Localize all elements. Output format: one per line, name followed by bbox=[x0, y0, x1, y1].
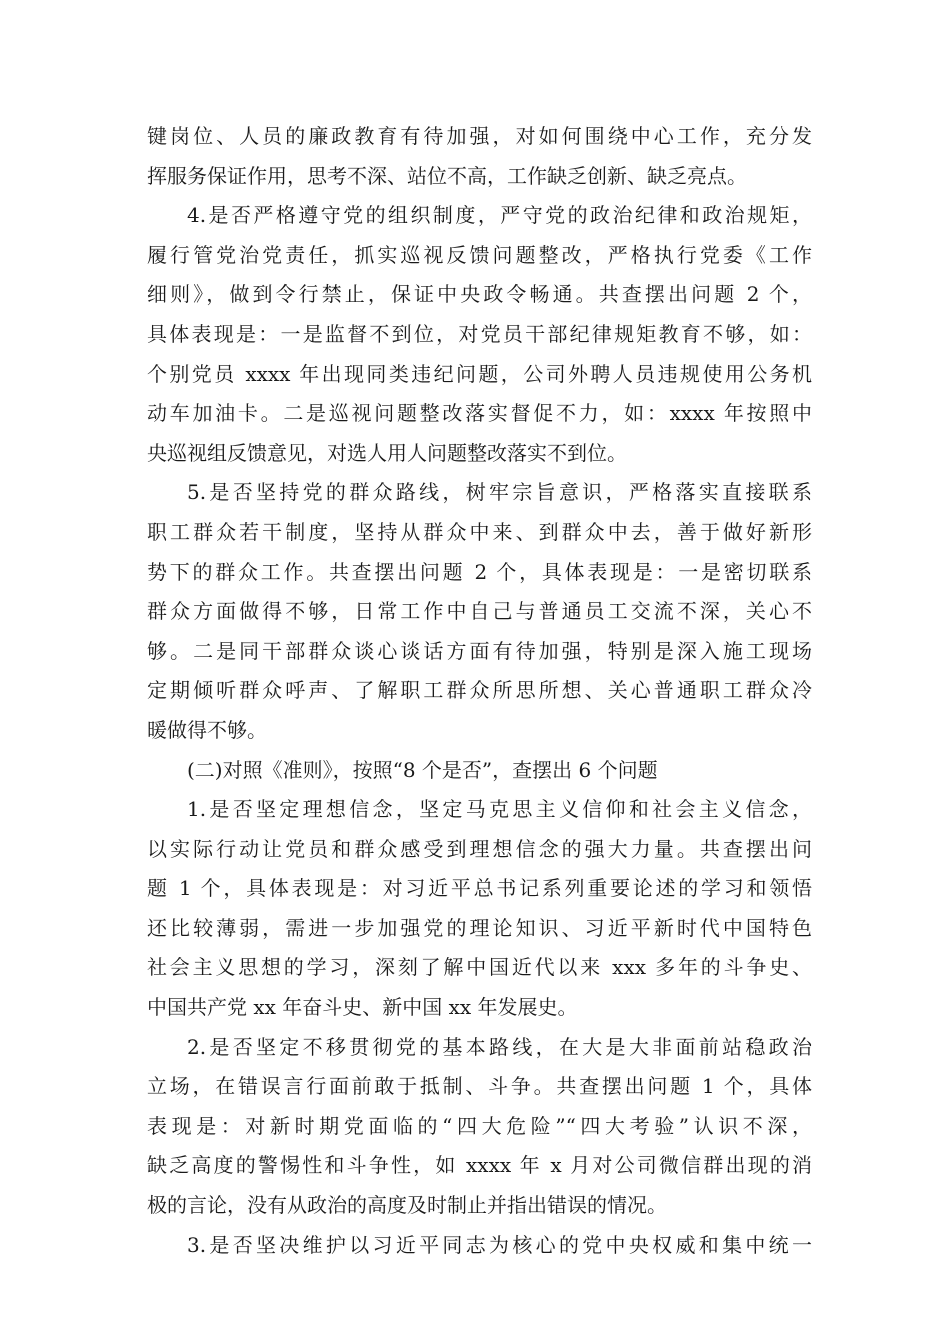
text-line: 群众方面做得不够，日常工作中自己与普通员工交流不深，关心不 bbox=[147, 599, 812, 624]
text-line: 社会主义思想的学习，深刻了解中国近代以来 xxx 多年的斗争史、 bbox=[147, 955, 812, 980]
text-line: 定期倾听群众呼声、了解职工群众所思所想、关心普通职工群众冷 bbox=[147, 678, 812, 703]
text-line: 题 1 个，具体表现是：对习近平总书记系列重要论述的学习和领悟 bbox=[147, 876, 812, 901]
text-line: 够。二是同干部群众谈心谈话方面有待加强，特别是深入施工现场 bbox=[147, 638, 812, 663]
text-line: 挥服务保证作用，思考不深、站位不高，工作缺乏创新、缺乏亮点。 bbox=[147, 163, 747, 188]
text-line: 个别党员 xxxx 年出现同类违纪问题，公司外聘人员违规使用公务机 bbox=[147, 361, 812, 386]
text-line: 职工群众若干制度，坚持从群众中来、到群众中去，善于做好新形 bbox=[147, 519, 812, 544]
text-line: (二)对照《准则》，按照“8 个是否”，查摆出 6 个问题 bbox=[187, 757, 658, 782]
text-line: 动车加油卡。二是巡视问题整改落实督促不力，如：xxxx 年按照中 bbox=[147, 401, 812, 426]
text-line: 细则》，做到令行禁止，保证中央政令畅通。共查摆出问题 2 个， bbox=[147, 282, 812, 307]
text-line: 2.是否坚定不移贯彻党的基本路线，在大是大非面前站稳政治 bbox=[187, 1034, 812, 1059]
text-line: 4.是否严格遵守党的组织制度，严守党的政治纪律和政治规矩， bbox=[187, 203, 812, 228]
text-line: 暖做得不够。 bbox=[147, 717, 267, 742]
text-line: 履行管党治党责任，抓实巡视反馈问题整改，严格执行党委《工作 bbox=[147, 242, 812, 267]
text-line: 5.是否坚持党的群众路线，树牢宗旨意识，严格落实直接联系 bbox=[187, 480, 812, 505]
text-line: 还比较薄弱，需进一步加强党的理论知识、习近平新时代中国特色 bbox=[147, 915, 812, 940]
text-line: 缺乏高度的警惕性和斗争性，如 xxxx 年 x 月对公司微信群出现的消 bbox=[147, 1153, 812, 1178]
text-line: 极的言论，没有从政治的高度及时制止并指出错误的情况。 bbox=[147, 1193, 667, 1218]
text-line: 键岗位、人员的廉政教育有待加强，对如何围绕中心工作，充分发 bbox=[147, 124, 812, 148]
text-line: 立场，在错误言行面前敢于抵制、斗争。共查摆出问题 1 个，具体 bbox=[147, 1074, 812, 1099]
text-line: 以实际行动让党员和群众感受到理想信念的强大力量。共查摆出问 bbox=[147, 836, 812, 861]
text-line: 1.是否坚定理想信念，坚定马克思主义信仰和社会主义信念， bbox=[187, 797, 812, 822]
text-line: 势下的群众工作。共查摆出问题 2 个，具体表现是：一是密切联系 bbox=[147, 559, 812, 584]
text-line: 具体表现是：一是监督不到位，对党员干部纪律规矩教育不够，如： bbox=[147, 321, 812, 346]
text-line: 中国共产党 xx 年奋斗史、新中国 xx 年发展史。 bbox=[147, 995, 578, 1020]
text-line: 央巡视组反馈意见，对选人用人问题整改落实不到位。 bbox=[147, 440, 627, 465]
document-body bbox=[147, 117, 812, 1265]
text-line: 3.是否坚决维护以习近平同志为核心的党中央权威和集中统一 bbox=[187, 1232, 812, 1257]
text-line: 表现是：对新时期党面临的“四大危险”“四大考验”认识不深， bbox=[147, 1113, 812, 1138]
